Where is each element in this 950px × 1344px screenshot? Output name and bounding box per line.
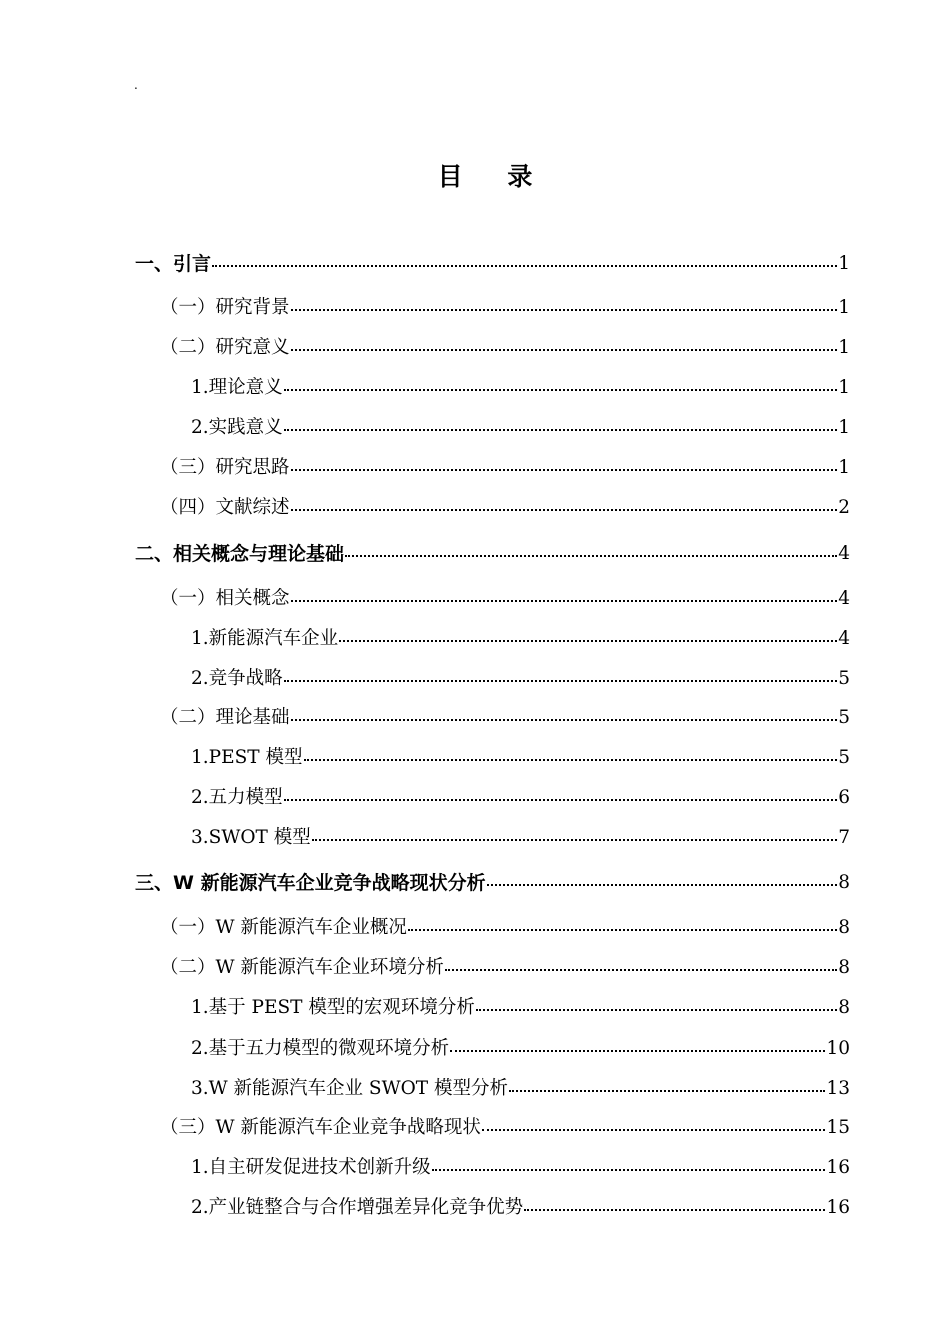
toc-leader-dots [339,640,837,642]
toc-entry[interactable] [191,413,850,443]
toc-entry[interactable] [160,453,850,483]
toc-entry-title: 1.PEST 模型 [191,747,303,768]
toc-leader-dots [291,509,838,511]
toc-entry-title: 二、相关概念与理论基础 [135,543,345,565]
toc-page-number: 1 [838,253,850,274]
toc-page-number: 1 [838,377,850,398]
toc-leader-dots [312,839,837,841]
toc-leader-dots [284,680,838,682]
toc-entry-title: 三、W 新能源汽车企业竞争战略现状分析 [135,872,486,894]
toc-leader-dots [291,600,838,602]
toc-page-number: 5 [838,747,850,768]
toc-leader-dots [509,1090,825,1092]
toc-leader-dots [345,555,837,557]
toc-page-number: 5 [838,668,850,689]
toc-entry[interactable] [160,493,850,523]
toc-entry-title: 1.自主研发促进技术创新升级 [191,1157,431,1178]
toc-page-number: 6 [838,787,850,808]
toc-page-number: 16 [826,1197,850,1218]
toc-entry[interactable] [160,913,850,943]
toc-leader-dots [450,1050,825,1052]
toc-entry-title: （一）研究背景 [160,297,290,318]
toc-entry[interactable] [135,539,850,569]
toc-leader-dots [284,799,838,801]
toc-leader-dots [291,349,838,351]
toc-entry[interactable] [191,993,850,1023]
toc-page-number: 4 [838,543,850,564]
toc-leader-dots [291,719,838,721]
toc-page-number: 4 [838,628,850,649]
toc-entry-title: 2.竞争战略 [191,668,283,689]
toc-entry[interactable] [191,743,850,773]
toc-entry[interactable] [191,1034,850,1064]
toc-entry[interactable] [191,823,850,853]
toc-entry[interactable] [191,664,850,694]
toc-entry-title: 2.五力模型 [191,787,283,808]
toc-leader-dots [291,469,838,471]
toc-entry-title: （二）W 新能源汽车企业环境分析 [160,957,444,978]
toc-leader-dots [445,969,837,971]
toc-leader-dots [524,1209,825,1211]
toc-entry-title: （二）研究意义 [160,337,290,358]
toc-page-number: 1 [838,457,850,478]
toc-leader-dots [432,1169,826,1171]
toc-page-number: 15 [826,1117,850,1138]
toc-leader-dots [284,429,838,431]
toc-entry[interactable] [160,333,850,363]
toc-entry[interactable] [191,1153,850,1183]
toc-entry[interactable] [160,703,850,733]
toc-page-number: 8 [838,872,850,893]
toc-leader-dots [482,1129,826,1131]
toc-page-number: 16 [826,1157,850,1178]
toc-entry-title: 1.基于 PEST 模型的宏观环境分析 [191,997,475,1018]
toc-page-number: 4 [838,588,850,609]
toc-leader-dots [408,929,837,931]
toc-entry-title: （一）相关概念 [160,588,290,609]
toc-entry-title: 3.W 新能源汽车企业 SWOT 模型分析 [191,1078,509,1099]
toc-entry-title: 2.实践意义 [191,417,283,438]
toc-leader-dots [476,1009,837,1011]
toc-page-number: 1 [838,417,850,438]
toc-entry-title: （二）理论基础 [160,707,290,728]
toc-entry-title: （三）研究思路 [160,457,290,478]
toc-page-number: 2 [838,497,850,518]
toc-entry[interactable] [160,1113,850,1143]
toc-entry-title: 一、引言 [135,253,212,275]
toc-entry-title: （三）W 新能源汽车企业竞争战略现状 [160,1117,481,1138]
toc-leader-dots [304,759,838,761]
corner-mark: . [134,78,138,92]
toc-page-number: 8 [838,957,850,978]
toc-entry-title: 3.SWOT 模型 [191,827,311,848]
toc-entry-title: 2.产业链整合与合作增强差异化竞争优势 [191,1197,524,1218]
toc-entry[interactable] [160,584,850,614]
toc-entry[interactable] [191,783,850,813]
toc-page-number: 1 [838,297,850,318]
toc-page-number: 13 [826,1078,850,1099]
toc-leader-dots [487,884,838,886]
toc-entry[interactable] [191,373,850,403]
toc-entry[interactable] [135,249,850,279]
toc-leader-dots [284,389,838,391]
toc-entry[interactable] [191,624,850,654]
toc-page-number: 8 [838,917,850,938]
toc-entry[interactable] [135,868,850,898]
toc-page-number: 8 [838,997,850,1018]
toc-leader-dots [212,265,837,267]
toc-page-number: 1 [838,337,850,358]
toc-entry[interactable] [191,1193,850,1223]
toc-entry-title: 2.基于五力模型的微观环境分析 [191,1038,450,1059]
toc-page-number: 10 [826,1038,850,1059]
toc-entry-title: 1.新能源汽车企业 [191,628,339,649]
toc-entry[interactable] [191,1074,850,1104]
toc-page-number: 7 [838,827,850,848]
toc-entry-title: （四）文献综述 [160,497,290,518]
toc-entry-title: 1.理论意义 [191,377,283,398]
toc-entry[interactable] [160,293,850,323]
toc-entry-title: （一）W 新能源汽车企业概况 [160,917,407,938]
page-title: 目 录 [437,162,533,191]
toc-page-number: 5 [838,707,850,728]
toc-leader-dots [291,309,838,311]
toc-entry[interactable] [160,953,850,983]
